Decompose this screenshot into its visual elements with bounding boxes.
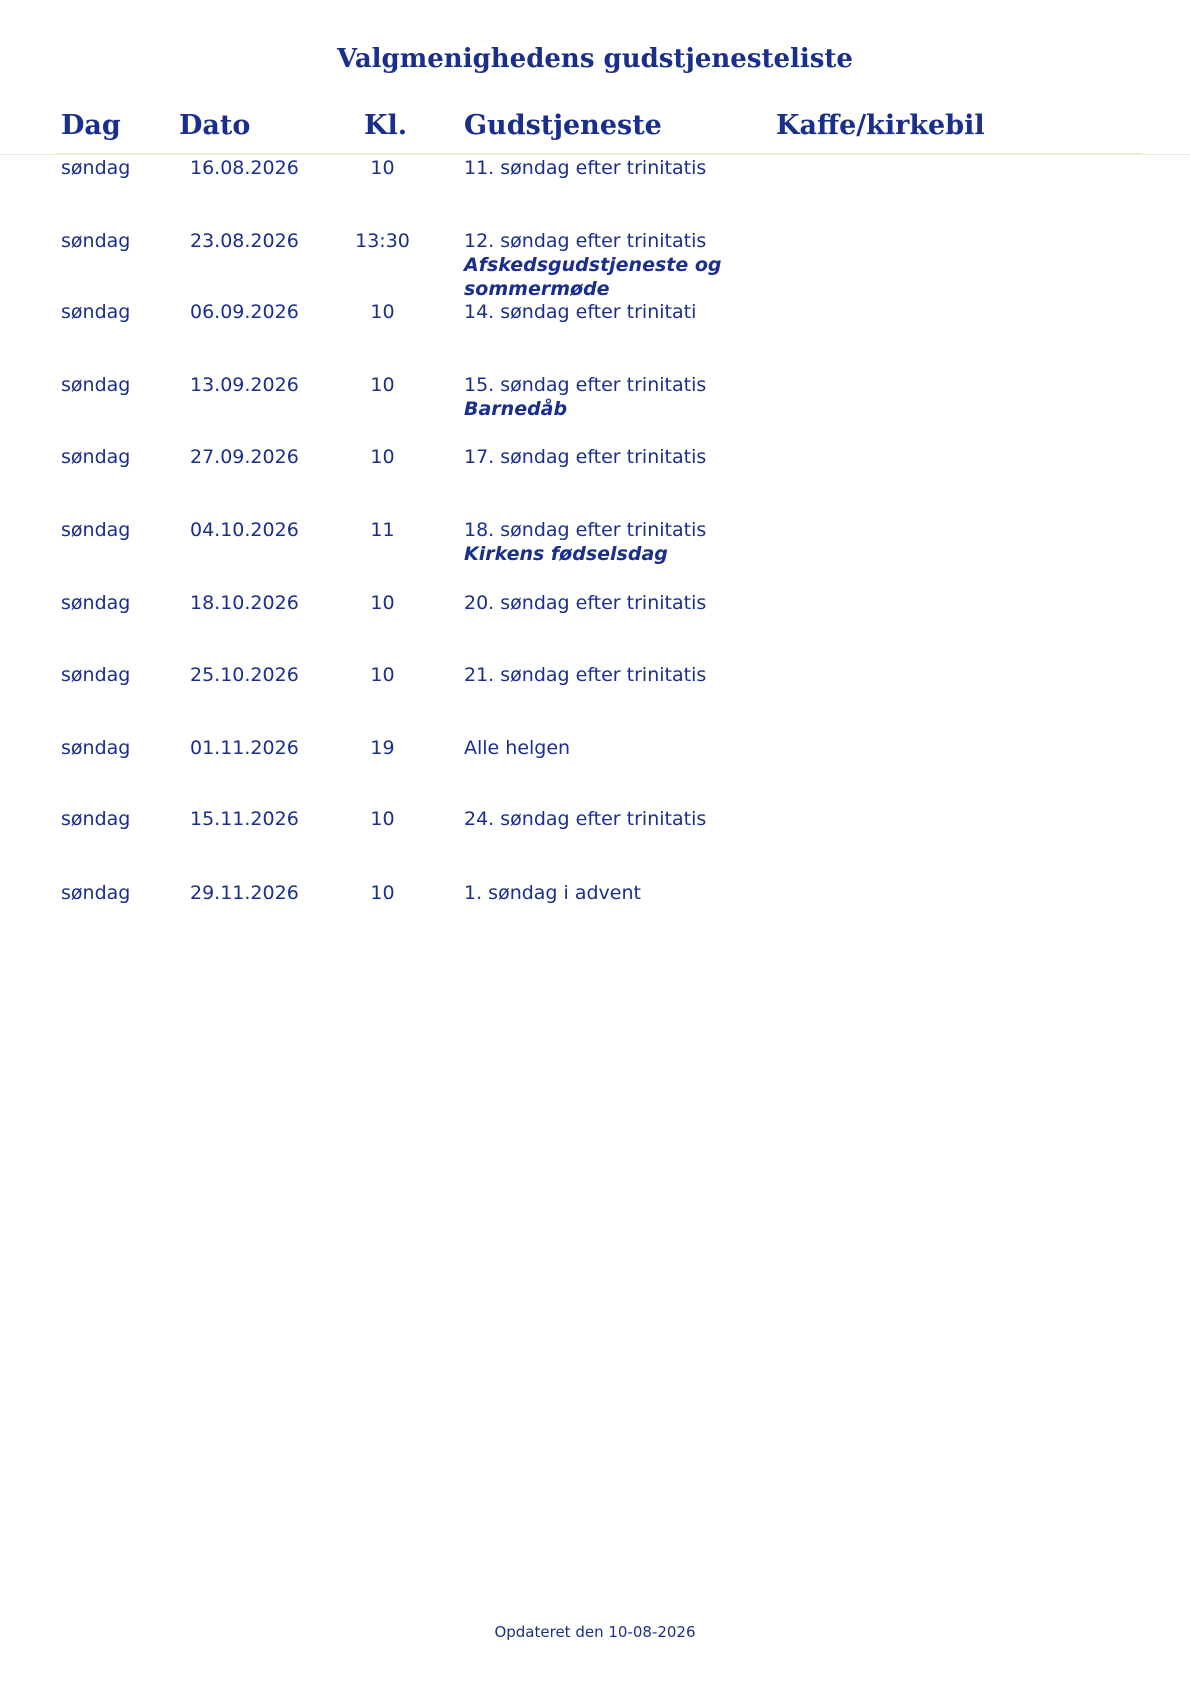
- cell-kl: 10: [370, 301, 395, 323]
- cell-dag: søndag: [61, 664, 131, 686]
- cell-kl: 10: [370, 664, 395, 686]
- cell-dag: søndag: [61, 737, 131, 759]
- page-title: Valgmenighedens gudstjenesteliste: [337, 44, 853, 74]
- cell-dag: søndag: [61, 374, 131, 396]
- cell-dato: 04.10.2026: [190, 519, 299, 541]
- cell-kl: 11: [370, 519, 395, 541]
- cell-dag: søndag: [61, 230, 131, 252]
- cell-kl: 10: [370, 374, 395, 396]
- footer-updated-date: Opdateret den 10-08-2026: [494, 1623, 696, 1641]
- cell-dato: 13.09.2026: [190, 374, 299, 396]
- cell-gudstjeneste: 17. søndag efter trinitatis: [464, 446, 707, 468]
- cell-gudstjeneste: 24. søndag efter trinitatis: [464, 808, 707, 830]
- cell-dato: 27.09.2026: [190, 446, 299, 468]
- cell-gudstjeneste: 11. søndag efter trinitatis: [464, 157, 707, 179]
- cell-dag: søndag: [61, 446, 131, 468]
- cell-dato: 01.11.2026: [190, 737, 299, 759]
- table-header: [0, 110, 1190, 155]
- cell-gudstjeneste: 1. søndag i advent: [464, 882, 641, 904]
- cell-dato: 25.10.2026: [190, 664, 299, 686]
- cell-dag: søndag: [61, 808, 131, 830]
- cell-dag: søndag: [61, 882, 131, 904]
- column-header-kaffe: Kaffe/kirkebil: [776, 110, 985, 141]
- cell-dag: søndag: [61, 519, 131, 541]
- cell-gudstjeneste: 21. søndag efter trinitatis: [464, 664, 707, 686]
- cell-gudstjeneste: Alle helgen: [464, 737, 571, 759]
- column-header-gudstjeneste: Gudstjeneste: [464, 110, 662, 141]
- cell-dato: 18.10.2026: [190, 592, 299, 614]
- cell-kl: 10: [370, 592, 395, 614]
- cell-dato: 23.08.2026: [190, 230, 299, 252]
- header-divider: [57, 153, 1142, 154]
- cell-kl: 19: [370, 737, 395, 759]
- cell-dato: 16.08.2026: [190, 157, 299, 179]
- cell-dato: 15.11.2026: [190, 808, 299, 830]
- cell-kl: 10: [370, 446, 395, 468]
- column-header-dato: Dato: [179, 110, 251, 141]
- cell-gudstjeneste: 15. søndag efter trinitatis: [464, 374, 707, 396]
- cell-dag: søndag: [61, 592, 131, 614]
- cell-gudstjeneste: 18. søndag efter trinitatis: [464, 519, 707, 541]
- cell-kl: 10: [370, 882, 395, 904]
- cell-note: Barnedåb: [464, 398, 568, 420]
- cell-gudstjeneste: 12. søndag efter trinitatis: [464, 230, 707, 252]
- column-header-dag: Dag: [61, 110, 121, 141]
- cell-gudstjeneste: 14. søndag efter trinitati: [464, 301, 697, 323]
- cell-dato: 29.11.2026: [190, 882, 299, 904]
- cell-note: Afskedsgudstjeneste og sommermøde: [464, 254, 722, 300]
- cell-kl: 13:30: [355, 230, 410, 252]
- cell-dag: søndag: [61, 157, 131, 179]
- cell-note: Kirkens fødselsdag: [464, 543, 668, 565]
- cell-kl: 10: [370, 157, 395, 179]
- cell-dato: 06.09.2026: [190, 301, 299, 323]
- cell-gudstjeneste: 20. søndag efter trinitatis: [464, 592, 707, 614]
- cell-dag: søndag: [61, 301, 131, 323]
- column-header-kl: Kl.: [364, 110, 408, 141]
- cell-kl: 10: [370, 808, 395, 830]
